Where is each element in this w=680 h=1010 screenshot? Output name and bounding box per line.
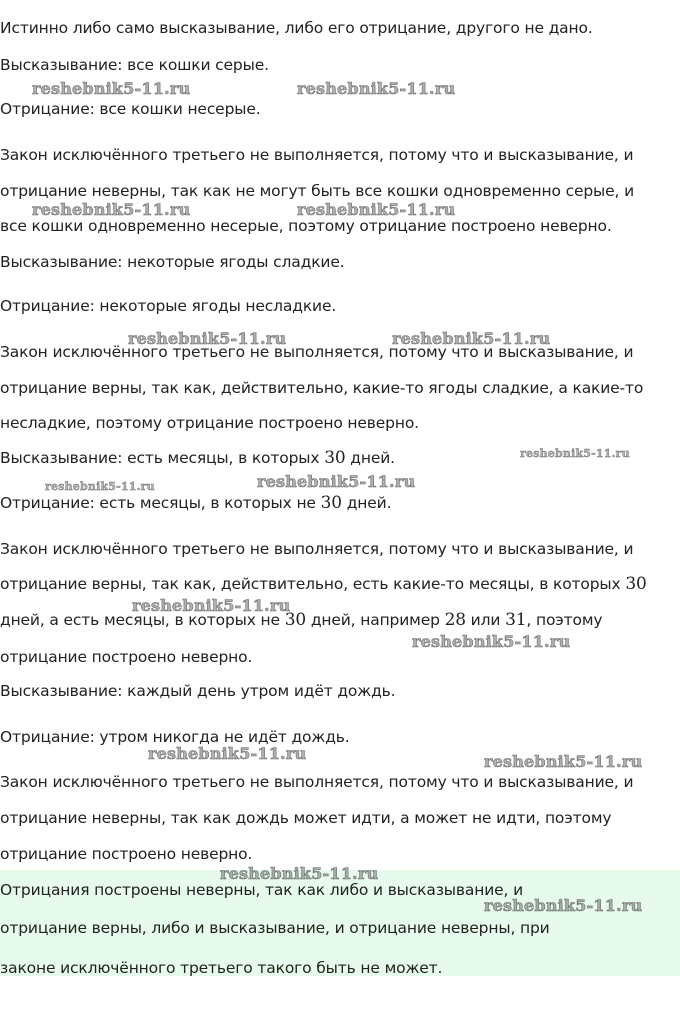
conclusion-line-3: законе исключённого третьего такого быть не может.	[0, 959, 443, 977]
explanation-months-3	[0, 610, 602, 630]
conclusion-line-1: Отрицания построены неверны, так как либо и высказывание, и	[0, 881, 523, 899]
explanation-berries-2: отрицание верны, так как, действительно, какие-то ягоды сладкие, а какие-то	[0, 379, 644, 397]
explanation-months-2	[0, 574, 647, 594]
explanation-cats-2: отрицание неверны, так как не могут быть все кошки одновременно серые, и	[0, 182, 634, 200]
statement-months-text: Высказывание: есть месяцы, в которых	[0, 449, 325, 467]
explanation-berries-1: Закон исключённого третьего не выполняется, потому что и высказывание, и	[0, 343, 634, 361]
explanation-months-3-text: дней, а есть месяцы, в которых не	[0, 611, 285, 629]
number-30: 30	[320, 493, 342, 513]
explanation-cats-3: все кошки одновременно несерые, поэтому отрицание построено неверно.	[0, 217, 612, 235]
number-28: 28	[444, 610, 466, 630]
statement-rain: Высказывание: каждый день утром идёт дождь.	[0, 682, 396, 700]
watermark: reshebnik5-11.ru	[297, 200, 456, 219]
watermark: reshebnik5-11.ru	[220, 864, 379, 883]
watermark: reshebnik5-11.ru	[132, 596, 291, 615]
watermark: reshebnik5-11.ru	[484, 752, 643, 771]
intro-line: Истинно либо само высказывание, либо его отрицание, другого не дано.	[0, 19, 593, 37]
watermark: reshebnik5-11.ru	[148, 744, 307, 763]
explanation-months-1: Закон исключённого третьего не выполняется, потому что и высказывание, и	[0, 540, 634, 558]
watermark: reshebnik5-11.ru	[297, 79, 456, 98]
negation-cats: Отрицание: все кошки несерые.	[0, 100, 261, 118]
explanation-months-3-text: , поэтому	[526, 611, 603, 629]
explanation-berries-3: несладкие, поэтому отрицание построено неверно.	[0, 414, 419, 432]
explanation-months-4: отрицание построено неверно.	[0, 648, 253, 666]
watermark: reshebnik5-11.ru	[412, 632, 571, 651]
statement-cats: Высказывание: все кошки серые.	[0, 56, 269, 74]
explanation-months-3-text: дней, например	[306, 611, 445, 629]
statement-months	[0, 448, 395, 468]
negation-berries: Отрицание: некоторые ягоды несладкие.	[0, 297, 337, 315]
watermark: reshebnik5-11.ru	[484, 896, 643, 915]
negation-rain: Отрицание: утром никогда не идёт дождь.	[0, 728, 350, 746]
watermark: reshebnik5-11.ru	[45, 480, 155, 493]
explanation-rain-1: Закон исключённого третьего не выполняется, потому что и высказывание, и	[0, 773, 634, 791]
watermark: reshebnik5-11.ru	[520, 447, 630, 460]
explanation-cats-1: Закон исключённого третьего не выполняется, потому что и высказывание, и	[0, 146, 634, 164]
watermark: reshebnik5-11.ru	[392, 329, 551, 348]
explanation-rain-3: отрицание построено неверно.	[0, 845, 253, 863]
explanation-rain-2: отрицание неверны, так как дождь может идти, а может не идти, поэтому	[0, 809, 612, 827]
number-30: 30	[324, 448, 346, 468]
statement-berries: Высказывание: некоторые ягоды сладкие.	[0, 253, 345, 271]
conclusion-line-2: отрицание верны, либо и высказывание, и отрицание неверны, при	[0, 919, 550, 937]
number-30: 30	[284, 610, 307, 630]
negation-months-tail: дней.	[341, 494, 392, 512]
number-31: 31	[505, 610, 527, 630]
negation-months	[0, 493, 391, 513]
watermark: reshebnik5-11.ru	[32, 200, 191, 219]
negation-months-text: Отрицание: есть месяцы, в которых не	[0, 494, 321, 512]
explanation-months-2-text: отрицание верны, так как, действительно, есть какие-то месяцы, в которых	[0, 575, 626, 593]
number-30: 30	[625, 574, 647, 594]
watermark: reshebnik5-11.ru	[257, 472, 416, 491]
explanation-months-3-text: или	[465, 611, 506, 629]
statement-months-tail: дней.	[345, 449, 395, 467]
watermark: reshebnik5-11.ru	[128, 329, 287, 348]
watermark: reshebnik5-11.ru	[32, 79, 191, 98]
